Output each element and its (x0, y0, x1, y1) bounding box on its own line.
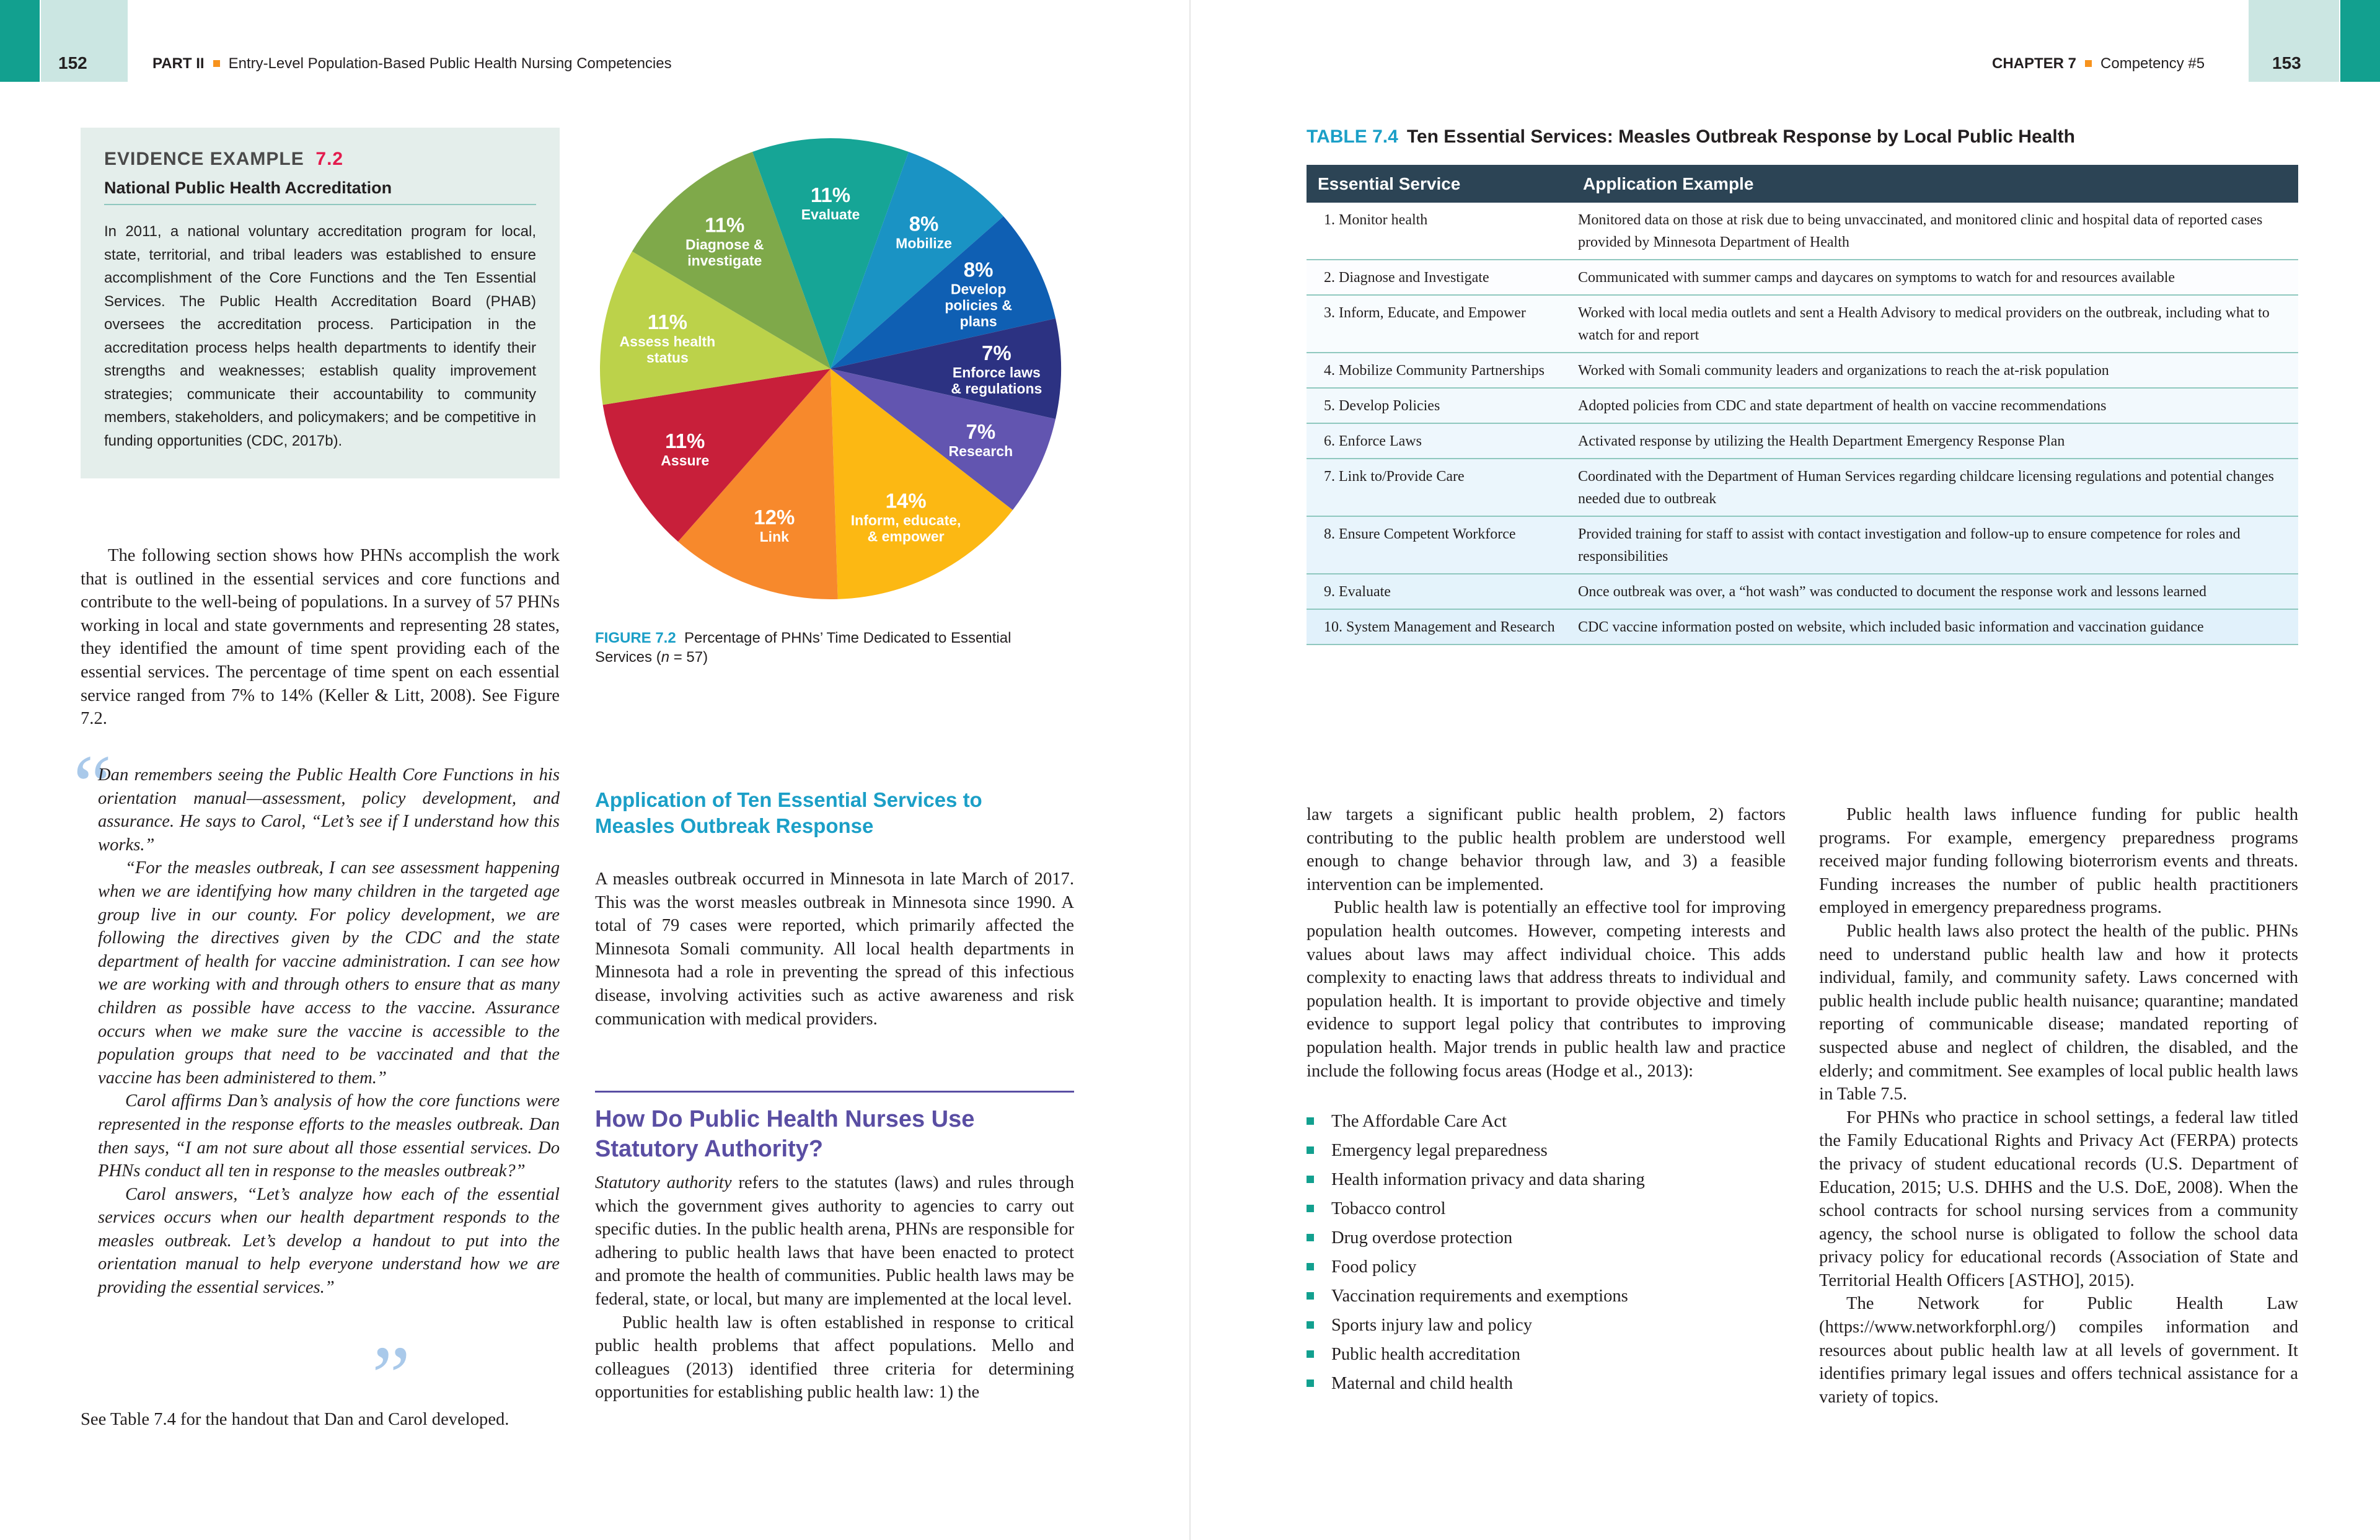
list-item: Public health accreditation (1307, 1340, 1786, 1369)
list-item: Food policy (1307, 1252, 1786, 1282)
application-example-cell: Activated response by utilizing the Health Department Emergency Response Plan (1572, 423, 2298, 459)
part-label: PART II (152, 55, 205, 72)
pie-category-label: Link (759, 529, 789, 545)
statutory-body (595, 1171, 1074, 1404)
focus-areas-list (1307, 1107, 1786, 1398)
application-example-cell: CDC vaccine information posted on website, which included basic information and vaccination guidance (1572, 609, 2298, 645)
left-page-number: 152 (58, 53, 87, 73)
header-application-example: Application Example (1572, 165, 2298, 203)
left-page-tab (0, 0, 40, 82)
quote-paragraph-1: Dan remembers seeing the Public Health Core Functions in his orientation manual—assessment, policy development, and assurance. He says to Carol, “Let’s see if I understand how this works.” (98, 765, 560, 855)
measles-heading: Application of Ten Essential Services to Measles Outbreak Response (595, 788, 982, 837)
essential-service-cell: 2. Diagnose and Investigate (1307, 260, 1572, 295)
table-row (1307, 516, 2298, 574)
application-example-cell: Worked with local media outlets and sent a Health Advisory to medical providers on the outbreak, including what to watch for and report (1572, 295, 2298, 353)
essential-service-cell: 6. Enforce Laws (1307, 423, 1572, 459)
table-row (1307, 388, 2298, 423)
pie-value-label: 8% (963, 258, 994, 281)
evidence-label: EVIDENCE EXAMPLE (104, 149, 304, 169)
figure-caption (595, 628, 1072, 667)
table-row (1307, 353, 2298, 388)
right-running-head (1992, 55, 2205, 73)
list-item: Sports injury law and policy (1307, 1311, 1786, 1340)
essential-service-cell: 3. Inform, Educate, and Empower (1307, 295, 1572, 353)
table-row (1307, 295, 2298, 353)
evidence-title (104, 149, 536, 170)
quote-paragraph-2: “For the measles outbreak, I can see assessment happening when we are identifying how many children in the targeted age group live in our county. For policy development, we are following the directives given by the CDC and the state department of health for vaccine administration. I can see how we are working with and through others to ensure that as many children as possible have access to the vaccine. Assurance occurs when we make sure the vaccine is accessible to the population groups that need to be vaccinated and that the vaccine has been administered to them.” (98, 858, 560, 1088)
funding-paragraph-2: Public health laws also protect the health of the public. PHNs need to understand public health law and how it protects individual, family, and community safety. Laws concerned with public health include public health nuisance; quarantine; mandated reporting of communicable disease; mandated reporting of suspected abuse and neglect of children, the disabled, and the elderly; and commitment. See examples of local public health laws in Table 7.5. (1819, 921, 2298, 1104)
close-quote-icon: ” (372, 1329, 411, 1425)
table-row (1307, 260, 2298, 295)
funding-paragraph-3: For PHNs who practice in school settings, a federal law titled the Family Educational Rights and Privacy Act (FERPA) protects the privacy of student educational records (U.S. Department of Education, 2015; U.S. DHHS and the U.S. DoE, 2008). When the school contracts for school nursing services from a community agency, the school nurse is obligated to follow the school data privacy policy for educational records (Association of State and Territorial Health Officers [ASTHO], 2015). (1819, 1107, 2298, 1290)
essential-service-cell: 8. Ensure Competent Workforce (1307, 516, 1572, 574)
table-header-row (1307, 165, 2298, 203)
funding-paragraph-1: Public health laws influence funding for public health programs. For example, emergency preparedness programs received major funding following bioterrorism events and threats. Funding increases the number of public health practitioners employed in emergency preparedness programs. (1819, 805, 2298, 918)
application-example-cell: Monitored data on those at risk due to being unvaccinated, and monitored clinic and hospital data of reported cases provided by Minnesota Department of Health (1572, 203, 2298, 260)
pie-category-label: Assess health status (619, 333, 716, 366)
pie-category-label: Diagnose & investigate (685, 236, 764, 269)
figure-label: FIGURE 7.2 (595, 630, 676, 646)
left-running-head (152, 55, 672, 73)
chapter-title: Competency #5 (2100, 55, 2205, 72)
essential-service-cell: 4. Mobilize Community Partnerships (1307, 353, 1572, 388)
pie-value-label: 11% (647, 310, 688, 333)
essential-services-table-wrap (1307, 165, 2298, 645)
essential-services-table (1307, 165, 2298, 645)
statutory-definition: refers to the statutes (laws) and rules through which the government gives authority to agencies to carry out specific duties. In the public health arena, PHNs are responsible for adhering to public health laws that have been enacted to protect and promote the health of communities. Public health laws may be federal, state, or local, but many are implemented at the local level. (595, 1173, 1075, 1309)
funding-paragraph-4: The Network for Public Health Law (https://www.networkforphl.org/) compiles information and resources about public health law at all levels of government. It identifies primary legal issues and offers technical assistance for a variety of topics. (1819, 1294, 2298, 1407)
list-item: Health information privacy and data sharing (1307, 1165, 1786, 1194)
part-title: Entry-Level Population-Based Public Health Nursing Competencies (228, 55, 672, 72)
application-example-cell: Communicated with summer camps and daycares on symptoms to watch for and resources available (1572, 260, 2298, 295)
pie-value-label: 11% (665, 429, 705, 453)
list-item: Emergency legal preparedness (1307, 1136, 1786, 1165)
pie-value-label: 11% (705, 213, 745, 237)
application-example-cell: Worked with Somali community leaders and organizations to reach the at-risk population (1572, 353, 2298, 388)
statutory-heading: How Do Public Health Nurses Use Statutory Authority? (595, 1106, 975, 1162)
table-row (1307, 423, 2298, 459)
list-item: The Affordable Care Act (1307, 1107, 1786, 1136)
statutory-paragraph-1 (595, 1171, 1074, 1311)
law-column-text (1307, 803, 1786, 1083)
see-table-note: See Table 7.4 for the handout that Dan and Carol developed. (81, 1410, 509, 1429)
list-item: Tobacco control (1307, 1194, 1786, 1223)
table-row (1307, 609, 2298, 645)
pie-category-label: Develop policies & plans (945, 281, 1012, 330)
evidence-number: 7.2 (315, 149, 344, 169)
pie-value-label: 7% (981, 341, 1011, 364)
evidence-example-box (81, 128, 560, 478)
table-title-text: Ten Essential Services: Measles Outbreak Response by Local Public Health (1406, 126, 2075, 147)
pie-value-label: 11% (810, 183, 851, 207)
essential-service-cell: 7. Link to/Provide Care (1307, 459, 1572, 516)
header-essential-service: Essential Service (1307, 165, 1572, 203)
case-study-quote (98, 763, 560, 1300)
pie-category-label: Research (948, 443, 1013, 460)
application-example-cell: Once outbreak was over, a “hot wash” was conducted to document the response work and lessons learned (1572, 574, 2298, 609)
essential-service-cell: 9. Evaluate (1307, 574, 1572, 609)
list-item: Maternal and child health (1307, 1369, 1786, 1398)
right-page-number: 153 (2272, 53, 2301, 73)
pie-category-label: Inform, educate, & empower (850, 512, 961, 545)
pie-category-label: Enforce laws & regulations (951, 364, 1042, 397)
page-gutter (1189, 0, 1191, 1540)
figure-caption-text: Percentage of PHNs’ Time Dedicated to Essential Services ( (595, 630, 1011, 666)
pie-value-label: 8% (909, 212, 939, 235)
orange-square-icon (213, 60, 220, 67)
figure-n: n (661, 649, 670, 666)
statutory-paragraph-2: Public health law is often established in response to critical public health problems that affect populations. Mello and colleagues (2013) identified three criteria for determining opportunities for establishing public health law: 1) the (595, 1313, 1074, 1402)
orange-square-icon (2085, 60, 2092, 67)
chapter-label: CHAPTER 7 (1992, 55, 2077, 72)
essential-service-cell: 10. System Management and Research (1307, 609, 1572, 645)
law-paragraph-2: Public health law is potentially an effective tool for improving population health outcomes. However, competing interests and values about laws may affect individual choice. This adds complexity to enacting laws that address threats to individual and population health. It is important to provide objective and timely evidence to support legal policy that contributes to improving population health. Major trends in public health law and practice include the following focus areas (Hodge et al., 2013): (1307, 898, 1786, 1081)
pie-chart (595, 133, 1066, 604)
section-rule (595, 1091, 1074, 1093)
table-row (1307, 203, 2298, 260)
application-example-cell: Adopted policies from CDC and state department of health on vaccine recommendations (1572, 388, 2298, 423)
intro-paragraph: The following section shows how PHNs accomplish the work that is outlined in the essential services and core functions and contribute to the well-being of populations. In a survey of 57 PHNs working in local and state governments and representing 28 states, they identified the amount of time spent providing each of the essential services. The percentage of time spent on each essential service ranged from 7% to 14% (Keller & Litt, 2008). See Figure 7.2. (81, 546, 560, 729)
quote-paragraph-4: Carol answers, “Let’s analyze how each of the essential services occurs when our health department responds to the measles outbreak. Let’s develop a handout to put into the orientation manual to help everyone understand how we are providing the essential services.” (98, 1184, 560, 1298)
evidence-body: In 2011, a national voluntary accreditation program for local, state, territorial, and tribal leaders was established to ensure accomplishment of the Core Functions and the Ten Essential Services. The Public Health Accreditation Board (PHAB) oversees the accreditation process. Participation in the accreditation process helps health departments to identify their strengths and weaknesses; establish quality improvement strategies; communicate their accountability to community members, stakeholders, and policymakers; and be competitive in funding opportunities (CDC, 2017b). (104, 223, 536, 449)
right-page-tab (2340, 0, 2380, 82)
open-quote-icon: “ (73, 737, 112, 834)
table-row (1307, 574, 2298, 609)
pie-category-label: Assure (661, 452, 710, 469)
funding-column-text (1819, 803, 2298, 1409)
pie-value-label: 7% (966, 420, 996, 444)
statutory-term: Statutory authority (595, 1173, 732, 1192)
pie-category-label: Mobilize (896, 235, 952, 252)
list-item: Vaccination requirements and exemptions (1307, 1282, 1786, 1311)
essential-service-cell: 1. Monitor health (1307, 203, 1572, 260)
pie-value-label: 12% (754, 506, 795, 529)
essential-service-cell: 5. Develop Policies (1307, 388, 1572, 423)
pie-category-label: Evaluate (801, 206, 860, 223)
application-example-cell: Provided training for staff to assist with contact investigation and follow-up to ensure competence for roles and responsibilities (1572, 516, 2298, 574)
figure-n-value: = 57) (669, 649, 708, 666)
table-title (1307, 126, 2075, 147)
evidence-subtitle: National Public Health Accreditation (104, 178, 536, 205)
table-label: TABLE 7.4 (1307, 126, 1398, 147)
pie-value-label: 14% (885, 489, 927, 513)
table-row (1307, 459, 2298, 516)
measles-body: A measles outbreak occurred in Minnesota in late March of 2017. This was the worst measles outbreak in Minnesota since 1990. A total of 79 cases were reported, which primarily affected the Minnesota Somali community. All local health departments in Minnesota had a role in preventing the spread of this infectious disease, involving activities such as active awareness and risk communication with medical providers. (595, 869, 1074, 1029)
application-example-cell: Coordinated with the Department of Human Services regarding childcare licensing regulations and potential changes needed due to outbreak (1572, 459, 2298, 516)
quote-paragraph-3: Carol affirms Dan’s analysis of how the core functions were represented in the response efforts to the measles outbreak. Dan then says, “I am not sure about all those essential services. Do PHNs conduct all ten in response to the measles outbreak?” (98, 1091, 560, 1181)
list-item: Drug overdose protection (1307, 1223, 1786, 1252)
left-intro-text (81, 544, 560, 731)
law-paragraph-1: law targets a significant public health problem, 2) factors contributing to the public health problem are understood well enough to change behavior through law, and 3) a feasible intervention can be implemented. (1307, 805, 1786, 894)
focus-areas-list-wrap (1307, 1107, 1786, 1398)
